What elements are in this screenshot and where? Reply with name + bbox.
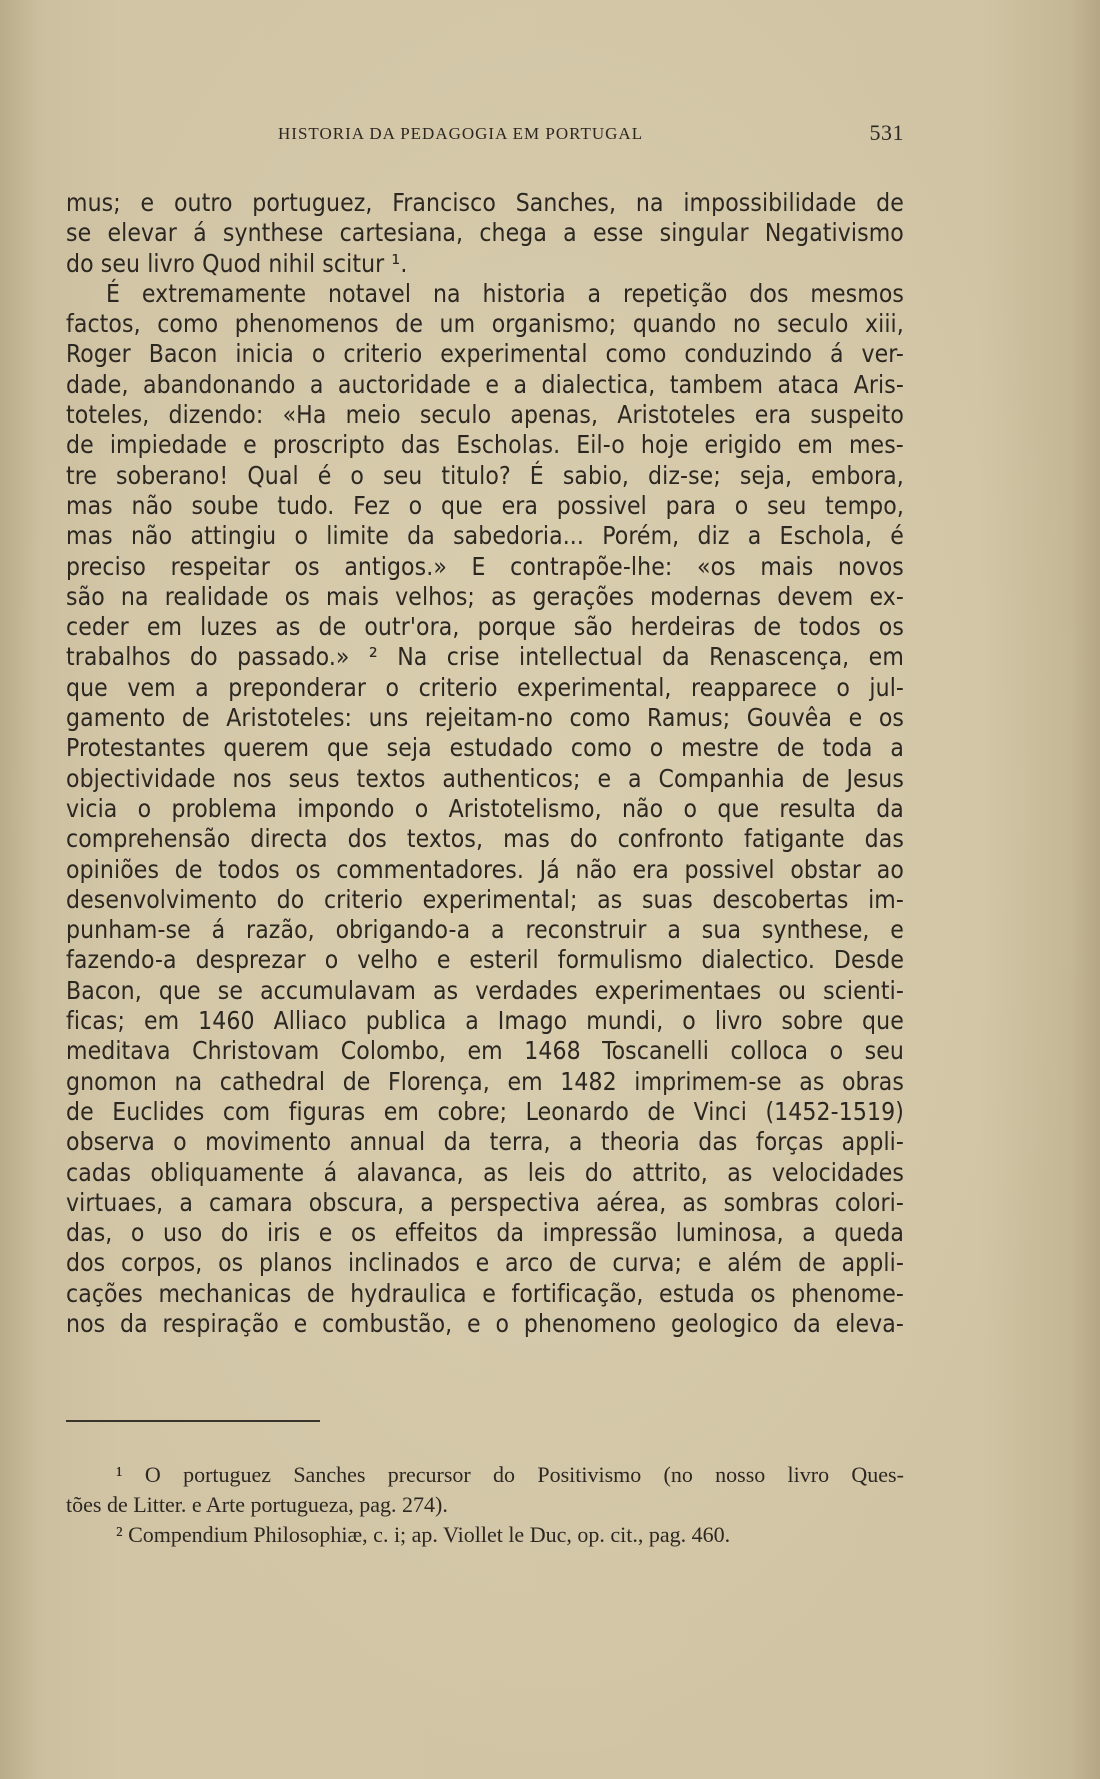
text-line: mas não attingiu o limite da sabedoria... Porém, diz a Eschola, é [66, 521, 904, 551]
text-line: de impiedade e proscripto das Escholas. Eil-o hoje erigido em mes- [66, 430, 904, 460]
text-line: observa o movimento annual da terra, a theoria das forças appli- [66, 1127, 904, 1157]
text-line: objectividade nos seus textos authenticos; e a Companhia de Jesus [66, 763, 904, 793]
text-line: preciso respeitar os antigos.» E contrapõe-lhe: «os mais novos [66, 551, 904, 581]
text-line: opiniões de todos os commentadores. Já não era possivel obstar ao [66, 854, 904, 884]
text-line: tre soberano! Qual é o seu titulo? É sabio, diz-se; seja, embora, [66, 460, 904, 490]
text-line: dade, abandonando a auctoridade e a dialectica, tambem ataca Aris- [66, 369, 904, 399]
footnote-rule [66, 1420, 320, 1422]
text-line: factos, como phenomenos de um organismo; quando no seculo xiii, [66, 309, 904, 339]
text-line: fazendo-a desprezar o velho e esteril formulismo dialectico. Desde [66, 945, 904, 975]
text-line: mas não soube tudo. Fez o que era possivel para o seu tempo, [66, 490, 904, 520]
footnote-line: ¹ O portuguez Sanches precursor do Positivismo (no nosso livro Ques- [116, 1462, 904, 1487]
text-line: cadas obliquamente á alavanca, as leis do attrito, as velocidades [66, 1157, 904, 1187]
text-line: meditava Christovam Colombo, em 1468 Toscanelli colloca o seu [66, 1036, 904, 1066]
text-line: virtuaes, a camara obscura, a perspectiva aérea, as sombras colori- [66, 1187, 904, 1217]
text-line: ficas; em 1460 Alliaco publica a Imago mundi, o livro sobre que [66, 1006, 904, 1036]
text-line: vicia o problema impondo o Aristotelismo, não o que resulta da [66, 793, 904, 823]
footnotes [66, 1460, 904, 1550]
text-line: do seu livro Quod nihil scitur ¹. [66, 248, 408, 278]
text-line: são na realidade os mais velhos; as gerações modernas devem ex- [66, 581, 904, 611]
text-line: trabalhos do passado.» ² Na crise intellectual da Renascença, em [66, 642, 904, 672]
text-line: gamento de Aristoteles: uns rejeitam-no como Ramus; Gouvêa e os [66, 703, 904, 733]
text-line: de Euclides com figuras em cobre; Leonardo de Vinci (1452-1519) [66, 1096, 904, 1126]
running-title: HISTORIA DA PEDAGOGIA EM PORTUGAL [278, 124, 644, 143]
text-line: desenvolvimento do criterio experimental; as suas descobertas im- [66, 884, 904, 914]
text-line: mus; e outro portuguez, Francisco Sanches, na impossibilidade de [66, 188, 904, 217]
page-number: 531 [869, 120, 904, 145]
text-line: das, o uso do iris e os effeitos da impressão luminosa, a queda [66, 1218, 904, 1248]
text-line: gnomon na cathedral de Florença, em 1482 imprimem-se as obras [66, 1066, 904, 1096]
text-line: Bacon, que se accumulavam as verdades experimentaes ou scienti- [66, 975, 904, 1005]
text-line: Roger Bacon inicia o criterio experimental como conduzindo á ver- [66, 339, 904, 369]
footnote-line: tões de Litter. e Arte portugueza, pag. 274). [66, 1492, 448, 1517]
text-line: se elevar á synthese cartesiana, chega a esse singular Negativismo [66, 218, 904, 248]
text-line: que vem a preponderar o criterio experimental, reapparece o jul- [66, 672, 904, 702]
text-line: É extremamente notavel na historia a repetição dos mesmos [106, 278, 904, 308]
text-line: nos da respiração e combustão, e o phenomeno geologico da eleva- [66, 1308, 904, 1338]
text-line: cações mechanicas de hydraulica e fortificação, estuda os phenome- [66, 1278, 904, 1308]
text-line: Protestantes querem que seja estudado como o mestre de toda a [66, 733, 904, 763]
text-line: comprehensão directa dos textos, mas do confronto fatigante das [66, 824, 904, 854]
text-line: dos corpos, os planos inclinados e arco de curva; e além de appli- [66, 1248, 904, 1278]
text-line: ceder em luzes as de outr'ora, porque são herdeiras de todos os [66, 612, 904, 642]
text-line: toteles, dizendo: «Ha meio seculo apenas, Aristoteles era suspeito [66, 400, 904, 430]
footnote-line: ² Compendium Philosophiæ, c. i; ap. Viollet le Duc, op. cit., pag. 460. [116, 1522, 731, 1547]
body-text [66, 188, 904, 1339]
text-line: punham-se á razão, obrigando-a a reconstruir a sua synthese, e [66, 915, 904, 945]
